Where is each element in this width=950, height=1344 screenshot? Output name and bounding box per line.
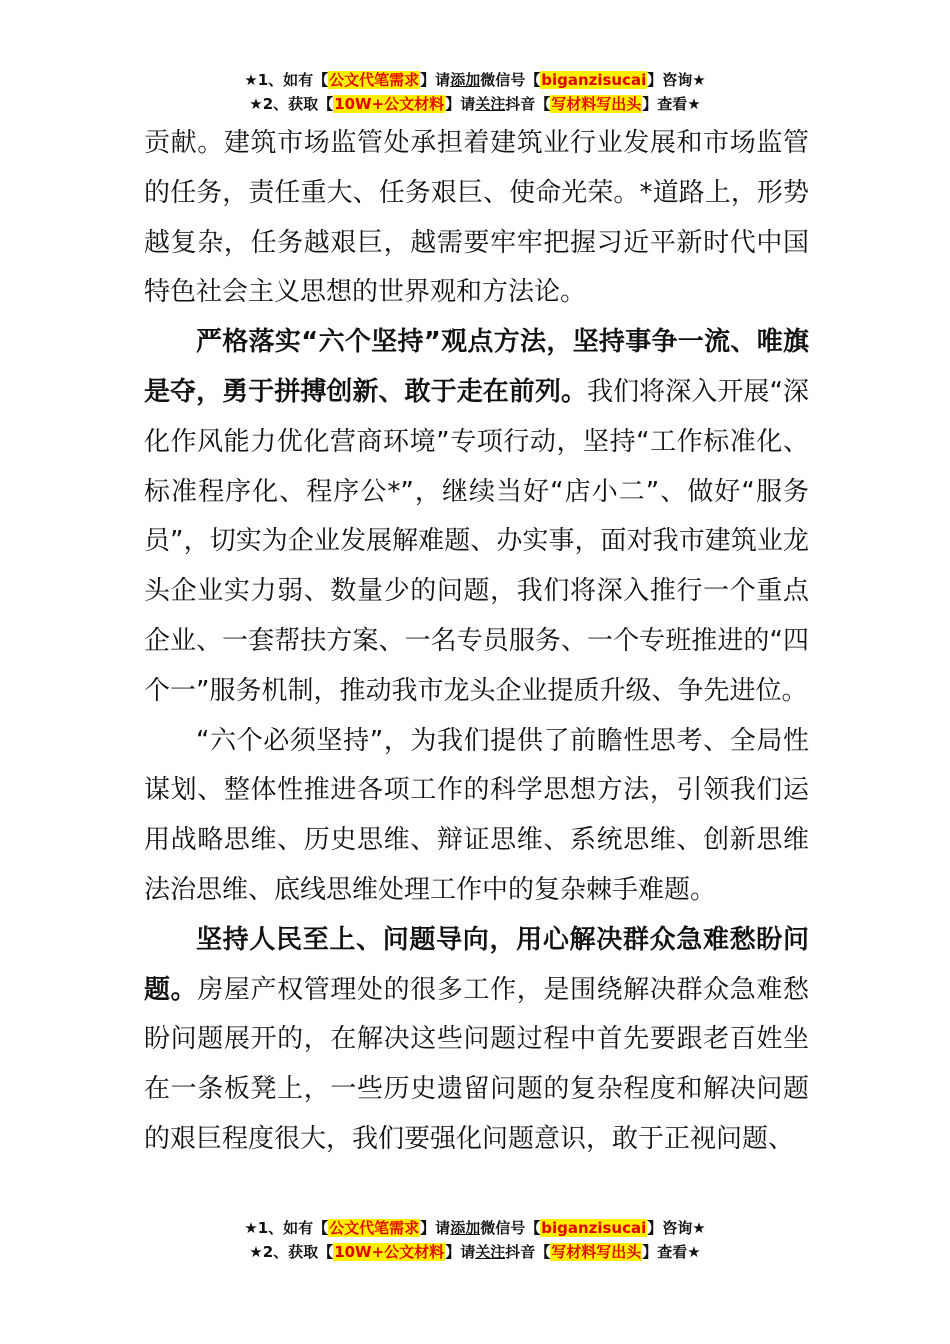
banner-text: 】咨询★ [647, 1219, 706, 1237]
highlight-materials: 10W+公文材料 [334, 1243, 445, 1261]
banner-underline-text: 添加 [450, 1219, 481, 1237]
banner-text: 抖音【 [505, 95, 551, 113]
banner-underline-text: 添加 [450, 71, 481, 89]
banner-text: 】请 [445, 95, 476, 113]
paragraph-1 [144, 119, 809, 318]
banner-line-2 [0, 93, 950, 117]
banner-text: 】咨询★ [647, 71, 706, 89]
header-banner [0, 69, 950, 117]
banner-text: 】请 [420, 1219, 451, 1237]
paragraph-text: 贡献。建筑市场监管处承担着建筑业行业发展和市场监管的任务，责任重大、任务艰巨、使命光荣。*道路上，形势越复杂，任务越艰巨，越需要牢牢把握习近平新时代中国特色社会主义思想的世界观和方法论。 [144, 128, 809, 308]
highlight-materials: 10W+公文材料 [334, 95, 445, 113]
highlight-service: 公文代笔需求 [329, 71, 420, 89]
banner-underline-text: 关注 [475, 95, 506, 113]
banner-text: 】请 [445, 1243, 476, 1261]
banner-text: 微信号【 [480, 1219, 541, 1237]
paragraph-lead: 坚持人民至上、问题导向，用心解决群众急难愁盼问题。 [144, 924, 809, 1005]
paragraph-4 [144, 916, 809, 1165]
banner-text: 】查看★ [642, 95, 701, 113]
banner-text: 微信号【 [480, 71, 541, 89]
highlight-douyin: 写材料写出头 [551, 95, 642, 113]
banner-line-2 [0, 1241, 950, 1265]
highlight-douyin: 写材料写出头 [551, 1243, 642, 1261]
banner-underline-text: 关注 [475, 1243, 506, 1261]
paragraph-text: 我们将深入开展“深化作风能力优化营商环境”专项行动，坚持“工作标准化、标准程序化、程序公*”，继续当好“店小二”、做好“服务员”，切实为企业发展解难题、办实事，面对我市建筑业龙头企业实力弱、数量少的问题，我们将深入推行一个重点企业、一套帮扶方案、一名专员服务、一个专班推进的“四个一”服务机制，推动我市龙头企业提质升级、争先进位。 [144, 376, 809, 706]
document-body [144, 119, 809, 1165]
highlight-wechat-id: biganzisucai [541, 71, 647, 89]
banner-text: 】查看★ [642, 1243, 701, 1261]
paragraph-text: “六个必须坚持”，为我们提供了前瞻性思考、全局性谋划、整体性推进各项工作的科学思想方法，引领我们运用战略思维、历史思维、辩证思维、系统思维、创新思维法治思维、底线思维处理工作中的复杂棘手难题。 [144, 725, 809, 905]
banner-text: 抖音【 [505, 1243, 551, 1261]
banner-text: ★2、获取【 [249, 1243, 334, 1261]
highlight-wechat-id: biganzisucai [541, 1219, 647, 1237]
banner-text: ★2、获取【 [249, 95, 334, 113]
paragraph-2 [144, 318, 809, 716]
highlight-service: 公文代笔需求 [329, 1219, 420, 1237]
banner-text: ★1、如有【 [244, 71, 329, 89]
banner-text: ★1、如有【 [244, 1219, 329, 1237]
banner-text: 】请 [420, 71, 451, 89]
paragraph-3 [144, 717, 809, 916]
footer-banner [0, 1217, 950, 1265]
paragraph-lead: 严格落实“六个坚持”观点方法，坚持事争一流、唯旗是夺，勇于拼搏创新、敢于走在前列。 [144, 327, 809, 407]
banner-line-1 [0, 69, 950, 93]
paragraph-text: 房屋产权管理处的很多工作，是围绕解决群众急难愁盼问题展开的，在解决这些问题过程中首先要跟老百姓坐在一条板凳上，一些历史遗留问题的复杂程度和解决问题的艰巨程度很大，我们要强化问题意识，敢于正视问题、 [144, 974, 809, 1154]
banner-line-1 [0, 1217, 950, 1241]
